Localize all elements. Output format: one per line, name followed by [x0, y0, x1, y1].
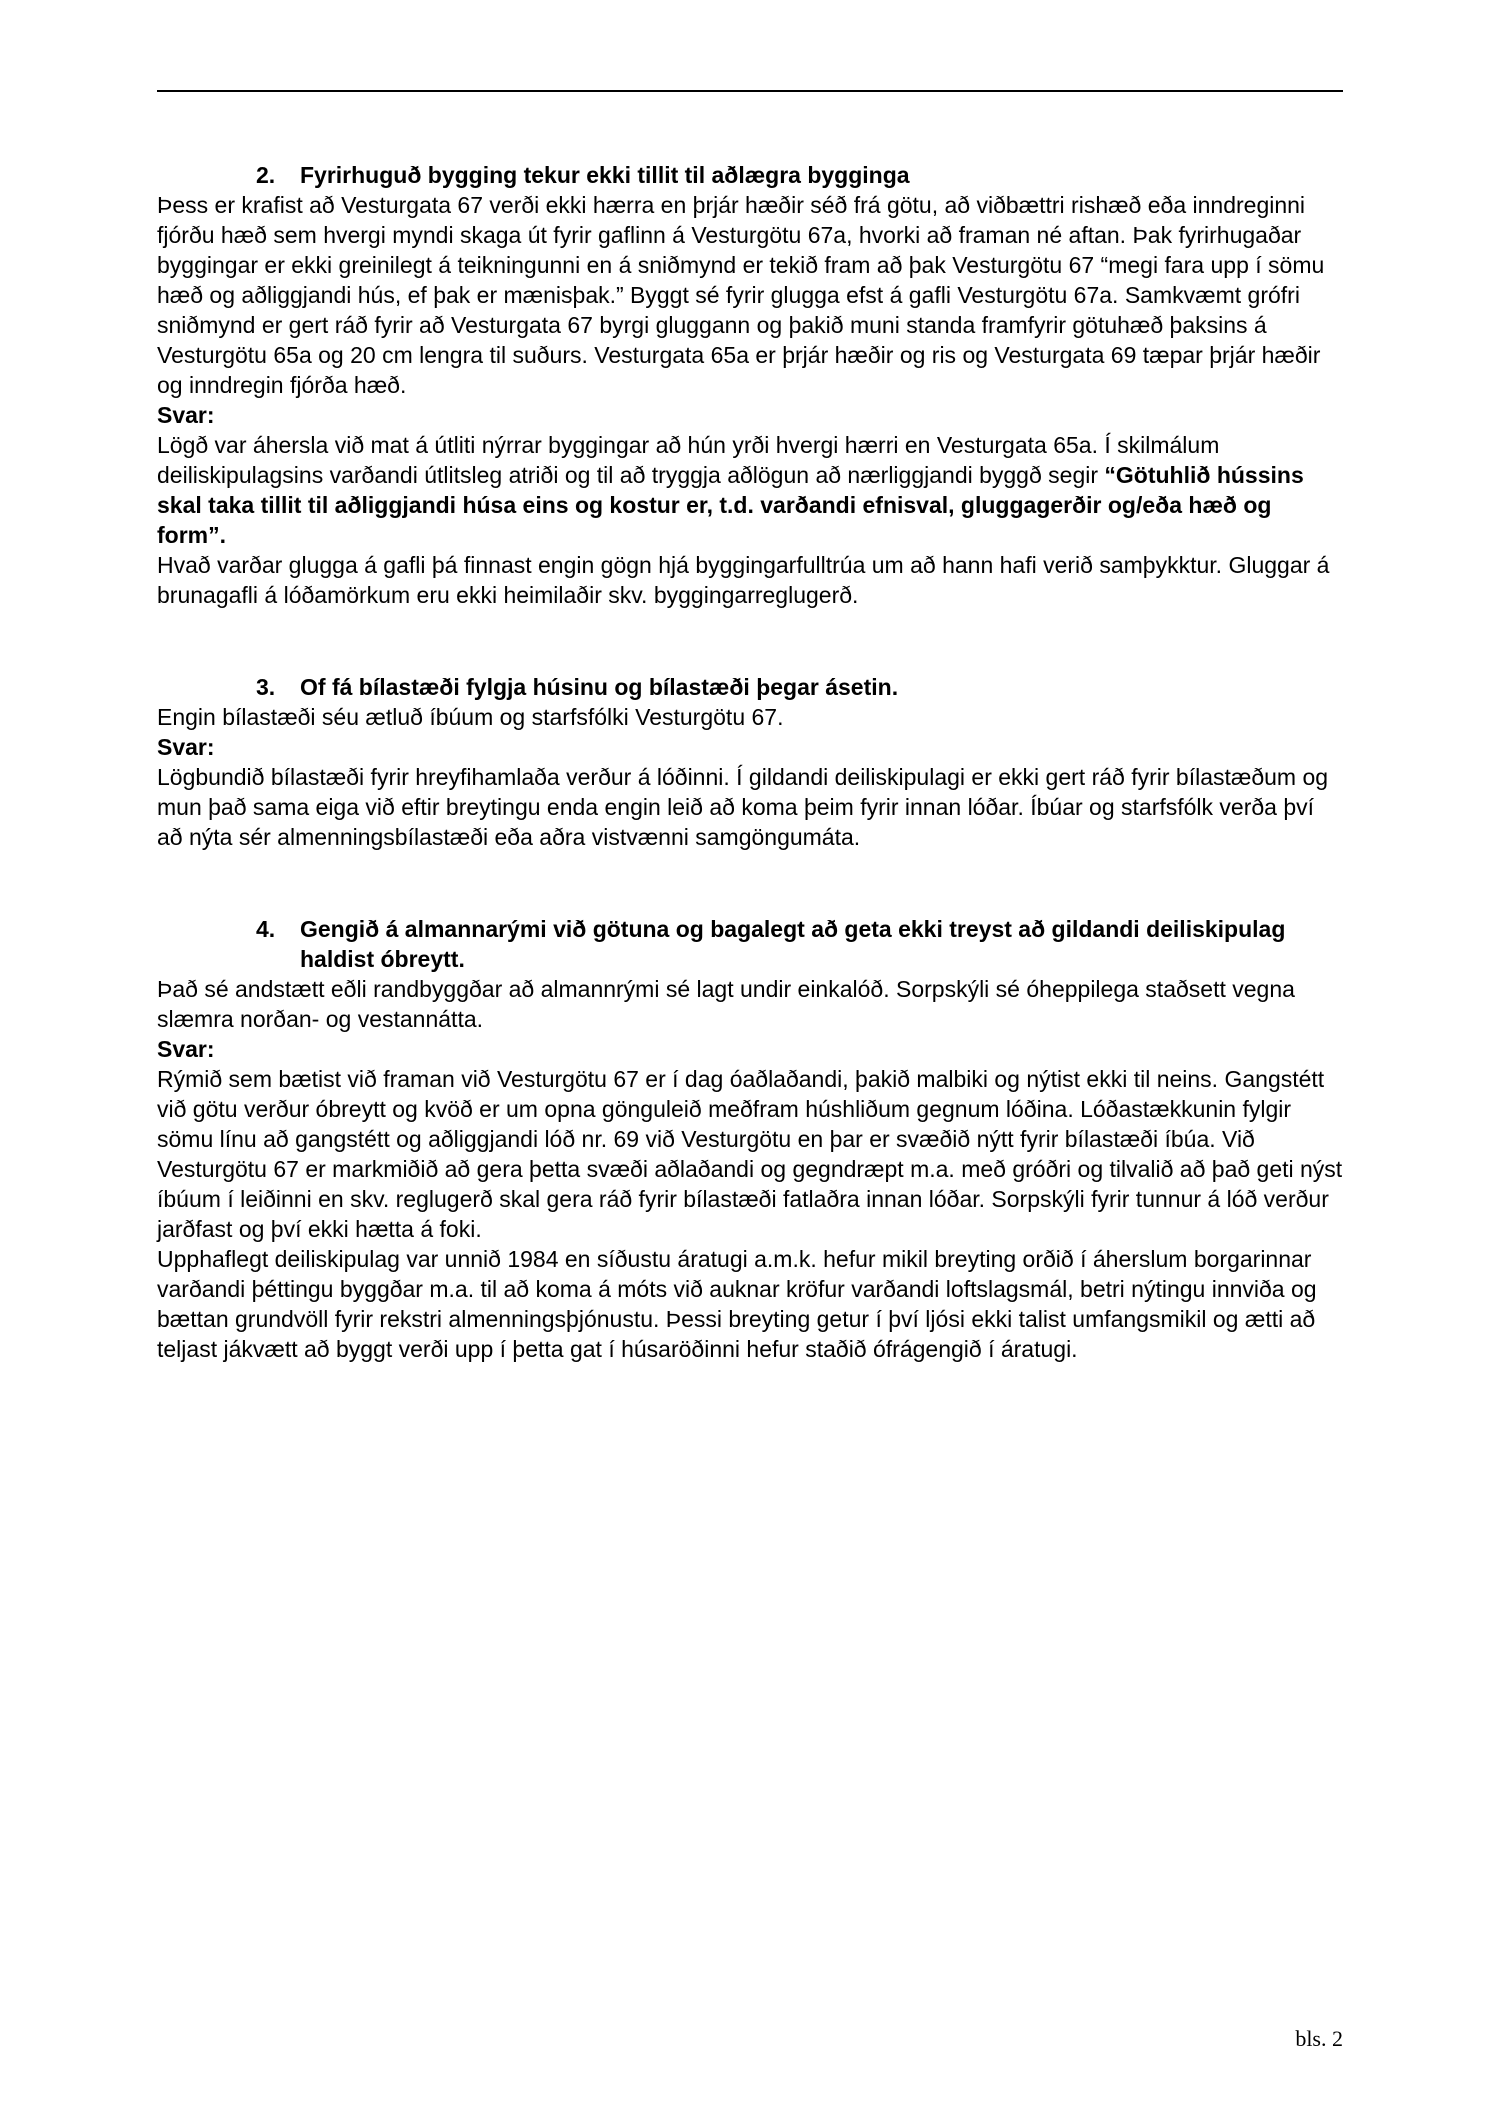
- header-rule: [157, 90, 1343, 92]
- section-4-heading: [157, 914, 1343, 974]
- section-3-svar-paragraph: Lögbundið bílastæði fyrir hreyfihamlaða verður á lóðinni. Í gildandi deiliskipulagi er ekki gert ráð fyrir bílastæðum og mun það sama eiga við eftir breytingu enda engin leið að koma þeim fyrir innan lóðar. Íbúar og starfsfólk verða því að nýta sér almenningsbílastæði eða aðra vistvænni samgöngumáta.: [157, 764, 1329, 850]
- section-4: [157, 914, 1343, 1244]
- closing-paragraph: Upphaflegt deiliskipulag var unnið 1984 en síðustu áratugi a.m.k. hefur mikil breyting orðið í áherslum borgarinnar varðandi þéttingu byggðar m.a. til að koma á móts við auknar kröfur varðandi loftslagsmál, betri nýtingu innviða og bættan grundvöll fyrir rekstri almenningsþjónustu. Þessi breyting getur í því ljósi ekki talist umfangsmikil og ætti að teljast jákvætt að byggt verði upp í þetta gat í húsaröðinni hefur staðið ófrágengið í áratugi.: [157, 1246, 1317, 1362]
- section-2-heading: [157, 160, 1343, 190]
- section-2-svar-label: Svar:: [157, 402, 215, 428]
- section-2-number: 2.: [256, 162, 276, 188]
- section-3-body: Engin bílastæði séu ætluð íbúum og starfsfólki Vesturgötu 67.: [157, 704, 784, 730]
- section-3-number: 3.: [256, 674, 276, 700]
- section-3: [157, 672, 1343, 852]
- section-4-heading-text: Gengið á almannarými við götuna og bagalegt að geta ekki treyst að gildandi deiliskipulag haldist óbreytt.: [300, 916, 1286, 972]
- section-4-number: 4.: [256, 916, 276, 942]
- section-4-svar-label: Svar:: [157, 1036, 215, 1062]
- section-4-svar-paragraph: Rýmið sem bætist við framan við Vesturgötu 67 er í dag óaðlaðandi, þakið malbiki og nýtist ekki til neins. Gangstétt við götu verður óbreytt og kvöð er um opna gönguleið meðfram húshliðum gegnum lóðina. Lóðastækkunin fylgir sömu línu að gangstétt og aðliggjandi lóð nr. 69 við Vesturgötu en þar er svæðið nýtt fyrir bílastæði íbúa. Við Vesturgötu 67 er markmiðið að gera þetta svæði aðlaðandi og gegndræpt m.a. með gróðri og tilvalið að það geti nýst íbúum í leiðinni en skv. reglugerð skal gera ráð fyrir bílastæði fatlaðra innan lóðar. Sorpskýli fyrir tunnur á lóð verður jarðfast og því ekki hætta á foki.: [157, 1066, 1343, 1242]
- section-3-svar-label: Svar:: [157, 734, 215, 760]
- section-2-svar-paragraph-1: [157, 430, 1343, 550]
- page-number: bls. 2: [1295, 2026, 1343, 2051]
- section-2: [157, 160, 1343, 610]
- section-4-body: Það sé andstætt eðli randbyggðar að almannrými sé lagt undir einkalóð. Sorpskýli sé óheppilega staðsett vegna slæmra norðan- og vestannátta.: [157, 976, 1295, 1032]
- section-2-svar-text: Lögð var áhersla við mat á útliti nýrrar byggingar að hún yrði hvergi hærri en Vesturgata 65a. Í skilmálum deiliskipulagsins varðandi útlitsleg atriði og til að tryggja aðlögun að nærliggjandi byggð segir: [157, 432, 1220, 488]
- section-3-heading: [157, 672, 1343, 702]
- section-3-heading-text: Of fá bílastæði fylgja húsinu og bílastæði þegar ásetin.: [300, 674, 899, 700]
- section-2-body: Þess er krafist að Vesturgata 67 verði ekki hærra en þrjár hæðir séð frá götu, að viðbættri rishæð eða inndreginni fjórðu hæð sem hvergi myndi skaga út fyrir gaflinn á Vesturgötu 67a, hvorki að framan né aftan. Þak fyrirhugaðar byggingar er ekki greinilegt á teikningunni en á sniðmynd er tekið fram að þak Vesturgötu 67 “megi fara upp í sömu hæð og aðliggjandi hús, ef þak er mænisþak.” Byggt sé fyrir glugga efst á gafli Vesturgötu 67a. Samkvæmt grófri sniðmynd er gert ráð fyrir að Vesturgata 67 byrgi gluggann og þakið muni standa framfyrir götuhæð þaksins á Vesturgötu 65a og 20 cm lengra til suðurs. Vesturgata 65a er þrjár hæðir og ris og Vesturgata 69 tæpar þrjár hæðir og inndregin fjórða hæð.: [157, 192, 1325, 398]
- section-2-heading-text: Fyrirhuguð bygging tekur ekki tillit til aðlægra bygginga: [300, 162, 910, 188]
- section-2-svar-paragraph-2: Hvað varðar glugga á gafli þá finnast engin gögn hjá byggingarfulltrúa um að hann hafi verið samþykktur. Gluggar á brunagafli á lóðamörkum eru ekki heimilaðir skv. byggingarreglugerð.: [157, 552, 1330, 608]
- section-2-svar-quote-bold: “Götuhlið hússins skal taka tillit til aðliggjandi húsa eins og kostur er, t.d. varðandi efnisval, gluggagerðir og/eða hæð og form”.: [157, 462, 1304, 548]
